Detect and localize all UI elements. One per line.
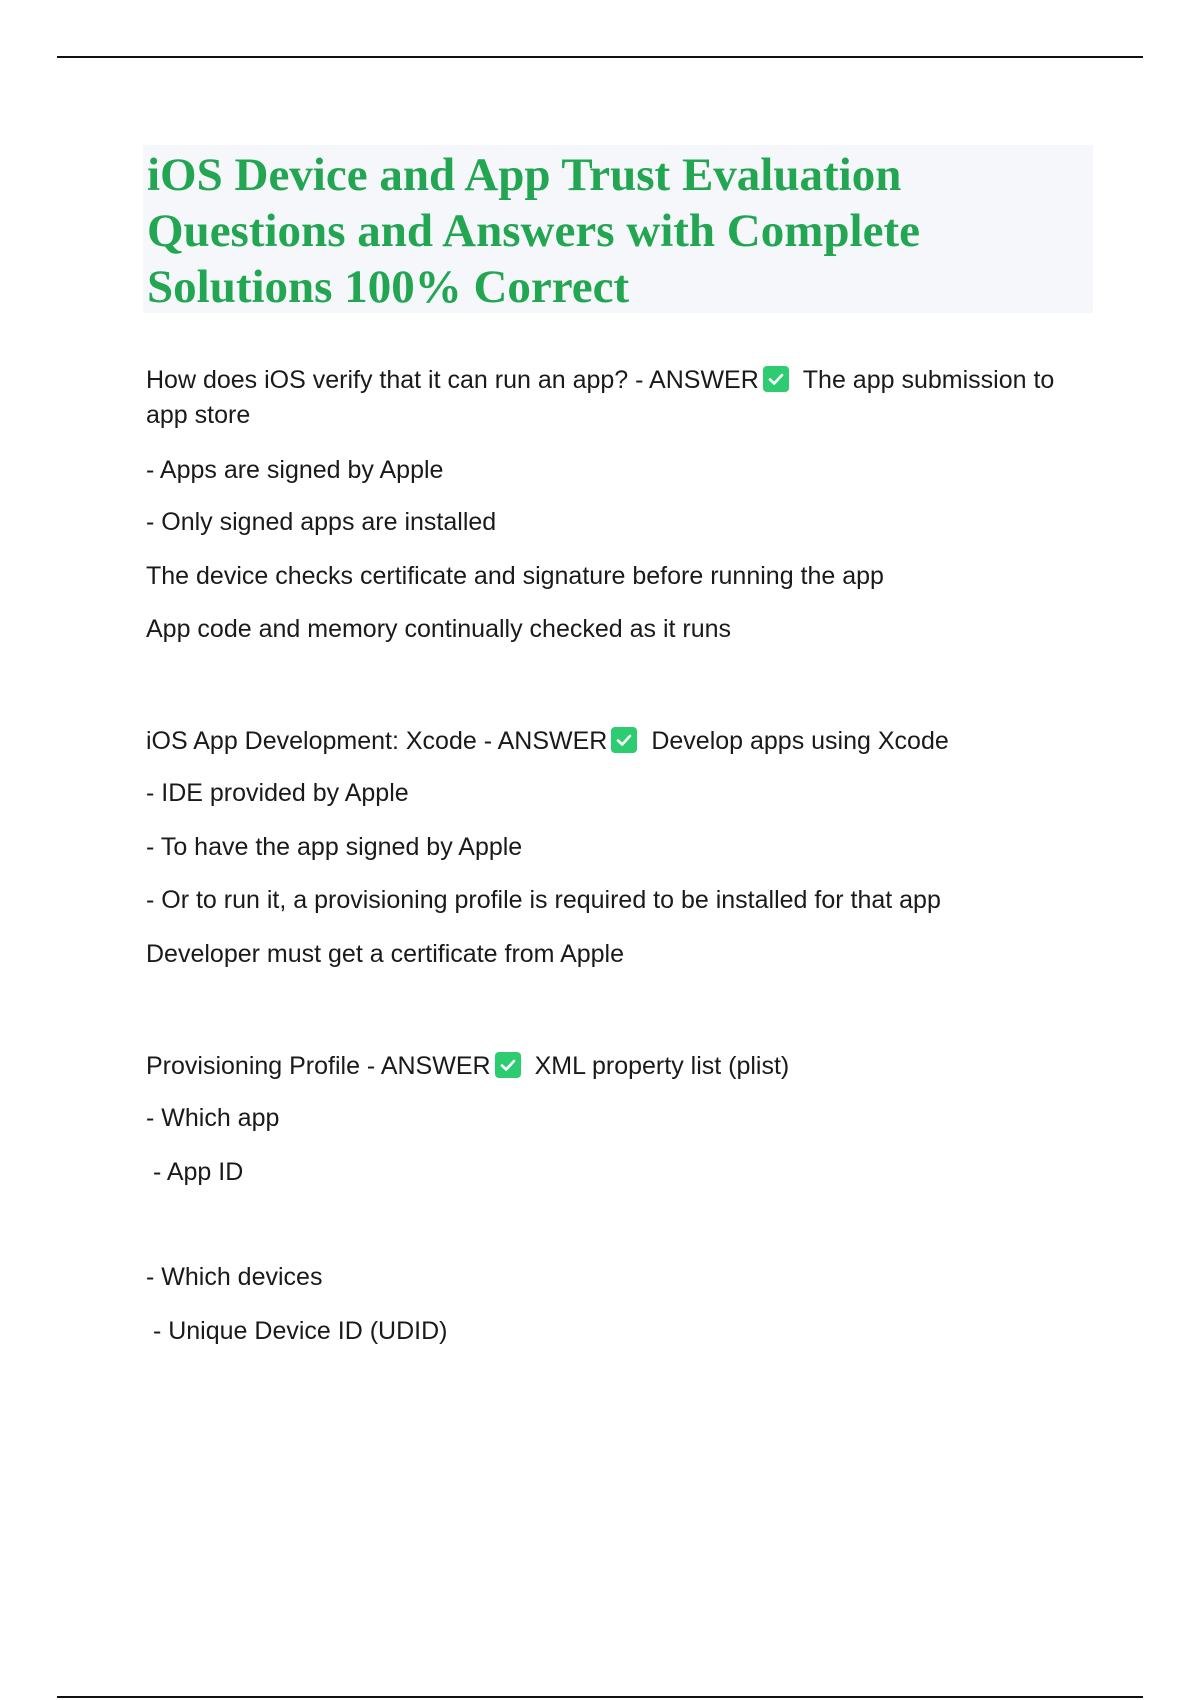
answer-line: - Unique Device ID (UDID) [146,1317,448,1345]
answer-line: Developer must get a certificate from Apple [146,940,625,968]
check-mark-icon [763,366,789,392]
question-text: iOS App Development: Xcode - ANSWER [146,727,608,755]
answer-line: - Only signed apps are installed [146,508,497,536]
answer-line: - Which app [146,1104,280,1132]
qa-question-line [146,365,1054,395]
check-mark-icon [495,1052,521,1078]
document-title: iOS Device and App Trust Evaluation Questions and Answers with Complete Solutions 100% Correct [147,149,920,313]
answer-line: - Or to run it, a provisioning profile is required to be installed for that app [146,886,941,914]
answer-line: - To have the app signed by Apple [146,833,523,861]
question-text: How does iOS verify that it can run an app? - ANSWER [146,366,759,394]
bottom-rule [57,1696,1143,1698]
qa-question-line [146,726,949,756]
answer-text: Develop apps using Xcode [651,727,949,755]
answer-line: - App ID [146,1158,244,1186]
answer-line: - Apps are signed by Apple [146,456,444,484]
question-text: Provisioning Profile - ANSWER [146,1052,491,1080]
answer-continuation: app store [146,401,251,429]
answer-line: App code and memory continually checked as it runs [146,615,732,643]
answer-text: XML property list (plist) [534,1052,790,1080]
answer-text: The app submission to [802,366,1055,394]
answer-line: The device checks certificate and signature before running the app [146,562,884,590]
check-mark-icon [611,727,637,753]
qa-question-line [146,1051,789,1081]
top-rule [57,56,1143,58]
answer-line: - Which devices [146,1263,323,1291]
title-banner [143,145,1093,313]
answer-line: - IDE provided by Apple [146,779,409,807]
